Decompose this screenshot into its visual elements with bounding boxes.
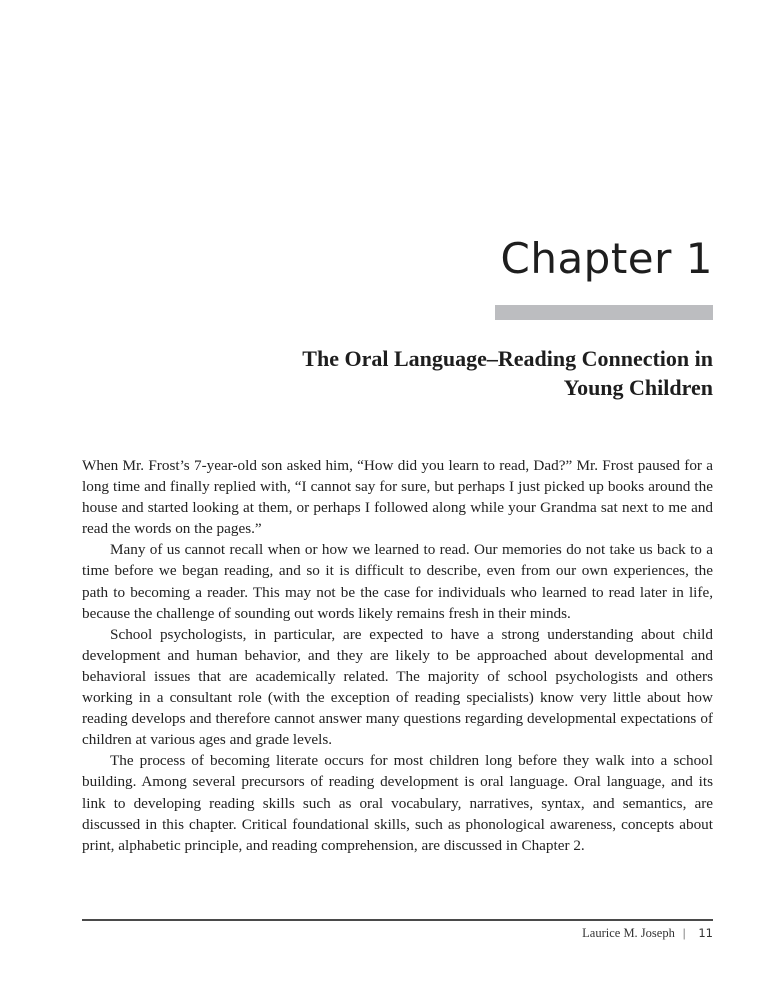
- chapter-label: Chapter 1: [500, 234, 713, 283]
- chapter-title-line-2: Young Children: [563, 375, 713, 400]
- paragraph: When Mr. Frost’s 7-year-old son asked him, “How did you learn to read, Dad?” Mr. Frost paused for a long time and finally replied with, “I cannot say for sure, but perhaps I just picked up books around the house and started looking at them, or perhaps I followed along while your Grandma sat next to me and read the words on the pages.”: [82, 457, 713, 538]
- paragraph: School psychologists, in particular, are expected to have a strong understanding about child development and human behavior, and they are likely to be approached about developmental and behavioral issues that are academically related. The majority of school psychologists and others working in a consultant role (with the exception of reading specialists) know very little about how reading develops and therefore cannot answer many questions regarding developmental expectations of children at various ages and grade levels.: [82, 625, 713, 749]
- footer-separator: |: [682, 926, 686, 940]
- chapter-title: [193, 344, 713, 402]
- page-number: 11: [698, 926, 713, 940]
- footer-rule: [82, 919, 713, 921]
- footer-author: Laurice M. Joseph: [582, 926, 675, 940]
- page-footer: [582, 926, 713, 941]
- chapter-decorative-bar: [495, 305, 713, 320]
- paragraph: Many of us cannot recall when or how we learned to read. Our memories do not take us back to a time before we began reading, and so it is difficult to describe, even from our own experiences, the path to becoming a reader. This may not be the case for individuals who learned to read later in life, because the challenge of sounding out words likely remains fresh in their minds.: [82, 541, 713, 622]
- paragraph: The process of becoming literate occurs for most children long before they walk into a school building. Among several precursors of reading development is oral language. Oral language, and its link to developing reading skills such as oral vocabulary, narratives, syntax, and semantics, are discussed in this chapter. Critical foundational skills, such as phonological awareness, concepts about print, alphabetic principle, and reading comprehension, are discussed in Chapter 2.: [82, 752, 713, 854]
- body-text: [82, 455, 713, 856]
- chapter-title-line-1: The Oral Language–Reading Connection in: [302, 346, 713, 371]
